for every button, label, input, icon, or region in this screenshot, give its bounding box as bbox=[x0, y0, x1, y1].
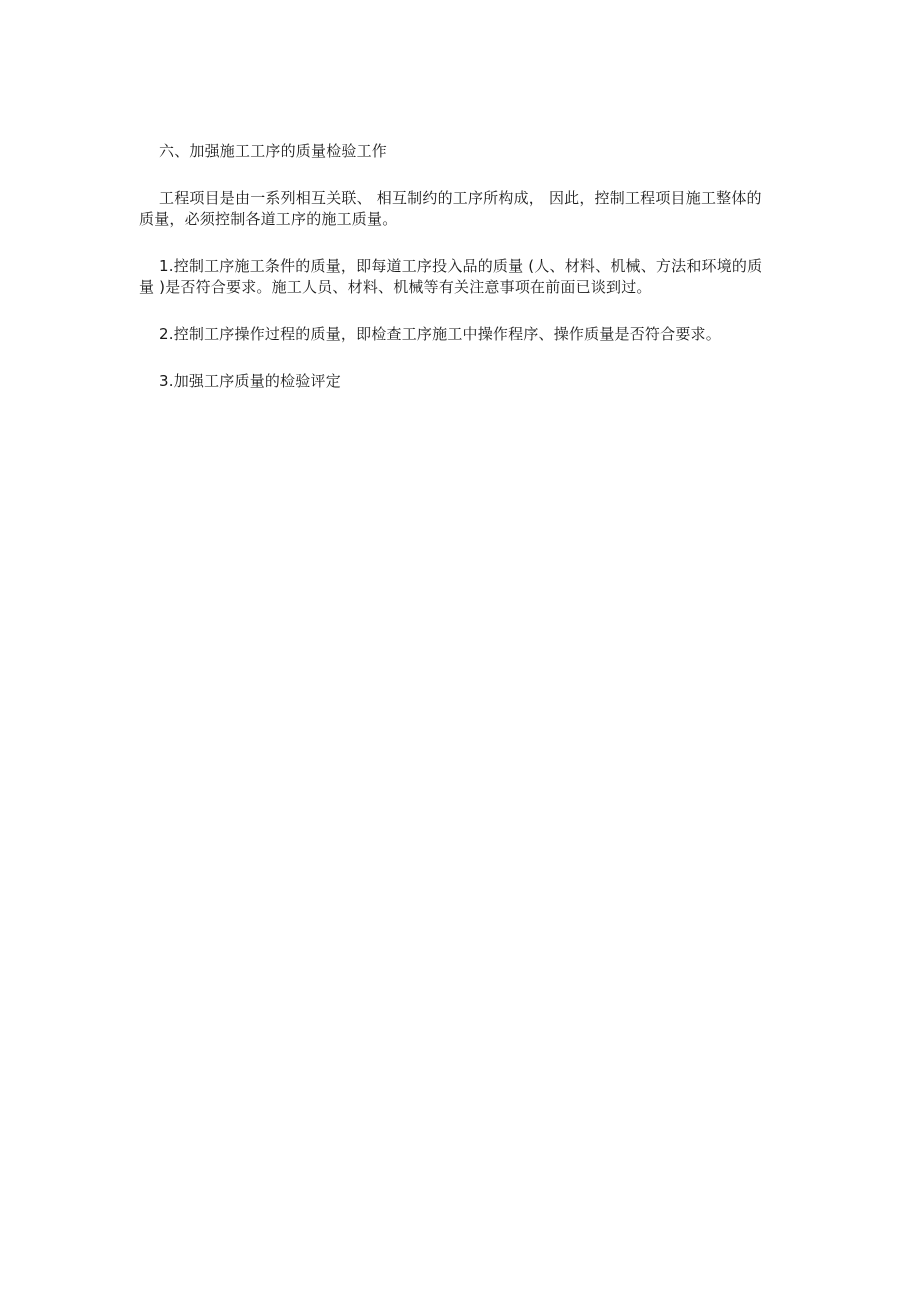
paragraph-item-2: 2.控制工序操作过程的质量，即检查工序施工中操作程序、操作质量是否符合要求。 bbox=[159, 325, 721, 343]
paragraph-intro: 工程项目是由一系列相互关联、 相互制约的工序所构成， 因此，控制工程项目施工整体的质量，必须控制各道工序的施工质量。 bbox=[139, 189, 762, 228]
paragraph-item-3: 3.加强工序质量的检验评定 bbox=[159, 372, 341, 390]
section-heading: 六、加强施工工序的质量检验工作 bbox=[159, 142, 388, 160]
document-body bbox=[139, 141, 767, 392]
paragraph-item-1: 1.控制工序施工条件的质量，即每道工序投入品的质量 (人、材料、机械、方法和环境的质量 )是否符合要求。施工人员、材料、机械等有关注意事项在前面已谈到过。 bbox=[139, 257, 763, 296]
